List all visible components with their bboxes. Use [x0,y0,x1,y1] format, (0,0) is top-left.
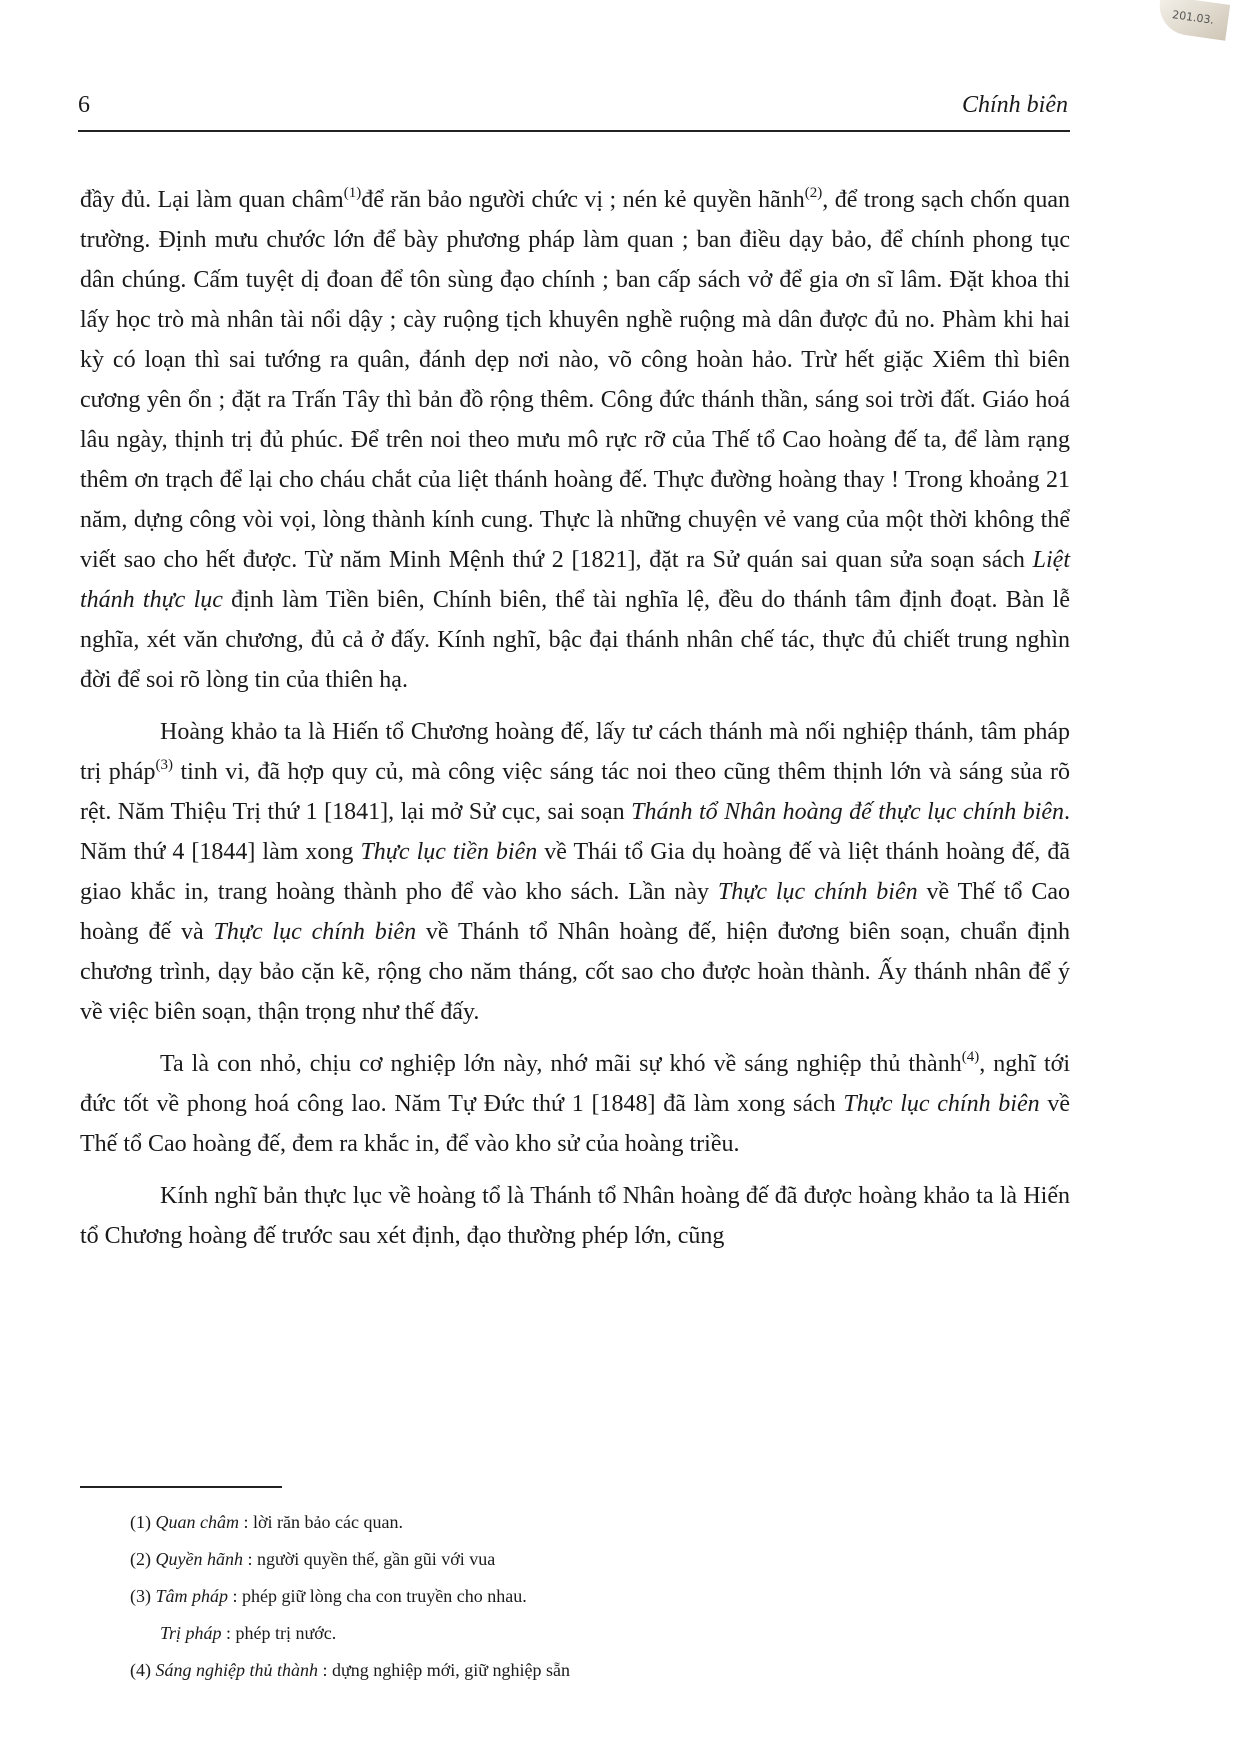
footnote-separator: : [228,1586,243,1606]
book-title: Thực lục chính biên [213,919,417,945]
footnote-number: (2) [130,1549,151,1569]
book-title: Thực lục chính biên [843,1091,1040,1117]
paragraph [80,180,1070,700]
text-run: Kính nghĩ bản thực lục về hoàng tổ là Thánh tổ Nhân hoàng đế đã được hoàng khảo ta là Hiến tổ Chương hoàng đế trước sau xét định, đạo thường phép lớn, cũng [80,1183,1070,1249]
footnote [130,1615,1030,1652]
footnote-term: Quan châm [155,1512,239,1532]
footnote-number: (3) [130,1586,151,1606]
footnote-number: (4) [130,1660,151,1680]
running-title: Chính biên [962,92,1068,118]
text-run: tinh vi, đã hợp quy củ, mà công việc sáng tác noi theo cũng thêm thịnh lớn và sáng sủa rõ rệt. Năm Thiệu Trị thứ 1 [1841], lại mở Sử cục, sai soạn [80,759,1070,825]
footnote-definition: phép giữ lòng cha con truyền cho nhau. [242,1586,527,1606]
paragraph [80,1044,1070,1164]
footnote-ref: (4) [961,1049,980,1065]
text-run: đầy đủ. Lại làm quan châm [80,187,344,213]
paragraph [80,1176,1070,1256]
page-number: 6 [78,92,90,118]
text-run: Hoàng khảo ta là Hiến tổ Chương hoàng đế, lấy tư cách thánh mà nối nghiệp thánh, tâm pháp trị pháp [80,719,1070,785]
footnote-definition: người quyền thế, gần gũi với vua [257,1549,496,1569]
book-title: Thánh tổ Nhân hoàng đế thực lục chính biên [631,799,1065,825]
book-title: Liệt thánh thực lục [80,547,1070,613]
footnote-ref: (3) [155,757,173,773]
footnotes [130,1504,1030,1689]
footnote-term: Tâm pháp [155,1586,229,1606]
footnote-definition: phép trị nước. [235,1623,337,1643]
footnote [130,1541,1030,1578]
footnote-separator: : [242,1549,257,1569]
text-run: về Thái tổ Gia dụ hoàng đế và liệt thánh hoàng đế, đã giao khắc in, trang hoàng thành pho để vào kho sách. Lần này [80,839,1070,905]
footnote-ref: (1) [343,185,362,201]
main-text [80,180,1070,1268]
footnote-definition: dựng nghiệp mới, giữ nghiệp sẵn [332,1660,571,1680]
footnote-term: Trị pháp [160,1623,222,1643]
page-header [78,92,1070,132]
paragraph [80,712,1070,1032]
text-run: về Thế tổ Cao hoàng đế và [80,879,1070,945]
footnote-number: (1) [130,1512,151,1532]
footnote-divider [80,1486,282,1488]
footnote-separator: : [239,1512,254,1532]
footnote-term: Sáng nghiệp thủ thành [155,1660,318,1680]
footnote [130,1504,1030,1541]
book-title: Thực lục chính biên [717,879,918,905]
text-run: , nghĩ tới đức tốt về phong hoá công lao. Năm Tự Đức thứ 1 [1848] đã làm xong sách [80,1051,1070,1117]
footnote-definition: lời răn bảo các quan. [253,1512,403,1532]
footnote-separator: : [318,1660,333,1680]
library-stamp: 201.03. [1156,0,1230,41]
footnote [130,1578,1030,1615]
book-title: Thực lục tiền biên [360,839,538,865]
text-run: Ta là con nhỏ, chịu cơ nghiệp lớn này, nhớ mãi sự khó về sáng nghiệp thủ thành [160,1051,962,1077]
text-run: . Năm thứ 4 [1844] làm xong [80,799,1071,865]
footnote-term: Quyền hãnh [155,1549,243,1569]
text-run: , để trong sạch chốn quan trường. Định mưu chước lớn để bày phương pháp làm quan ; ban điều dạy bảo, để chính phong tục dân chúng. Cấm tuyệt dị đoan để tôn sùng đạo chính ; ban cấp sách vở để gia ơn sĩ lâm. Đặt khoa thi lấy học trò mà nhân tài nổi dậy ; cày ruộng tịch khuyên nghề ruộng mà dân được đủ no. Phàm khi hai kỳ có loạn thì sai tướng ra quân, đánh dẹp nơi nào, võ công hoàn hảo. Trừ hết giặc Xiêm thì biên cương yên ổn ; đặt ra Trấn Tây thì bản đồ rộng thêm. Công đức thánh thần, sáng soi trời đất. Giáo hoá lâu ngày, thịnh trị đủ phúc. Để trên noi theo mưu mô rực rỡ của Thế tổ Cao hoàng đế ta, để làm rạng thêm ơn trạch để lại cho cháu chắt của liệt thánh hoàng đế. Thực đường hoàng thay ! Trong khoảng 21 năm, dựng công vòi vọi, lòng thành kính cung. Thực là những chuyện vẻ vang của một thời không thể viết sao cho hết được. Từ năm Minh Mệnh thứ 2 [1821], đặt ra Sử quán sai quan sửa soạn sách [80,187,1071,573]
text-run: về Thế tổ Cao hoàng đế, đem ra khắc in, để vào kho sử của hoàng triều. [80,1091,1070,1157]
text-run: để răn bảo người chức vị ; nén kẻ quyền hãnh [361,187,805,213]
footnote [130,1652,1030,1689]
text-run: định làm Tiền biên, Chính biên, thể tài nghĩa lệ, đều do thánh tâm định đoạt. Bàn lễ nghĩa, xét văn chương, đủ cả ở đấy. Kính nghĩ, bậc đại thánh nhân chế tác, thực đủ chiết trung nghìn đời để soi rõ lòng tin của thiên hạ. [80,587,1070,693]
text-run: về Thánh tổ Nhân hoàng đế, hiện đương biên soạn, chuẩn định chương trình, dạy bảo cặn kẽ, rộng cho năm tháng, cốt sao cho được hoàn thành. Ấy thánh nhân để ý về việc biên soạn, thận trọng như thế đấy. [80,919,1071,1025]
footnote-ref: (2) [804,185,823,201]
footnote-separator: : [221,1623,236,1643]
